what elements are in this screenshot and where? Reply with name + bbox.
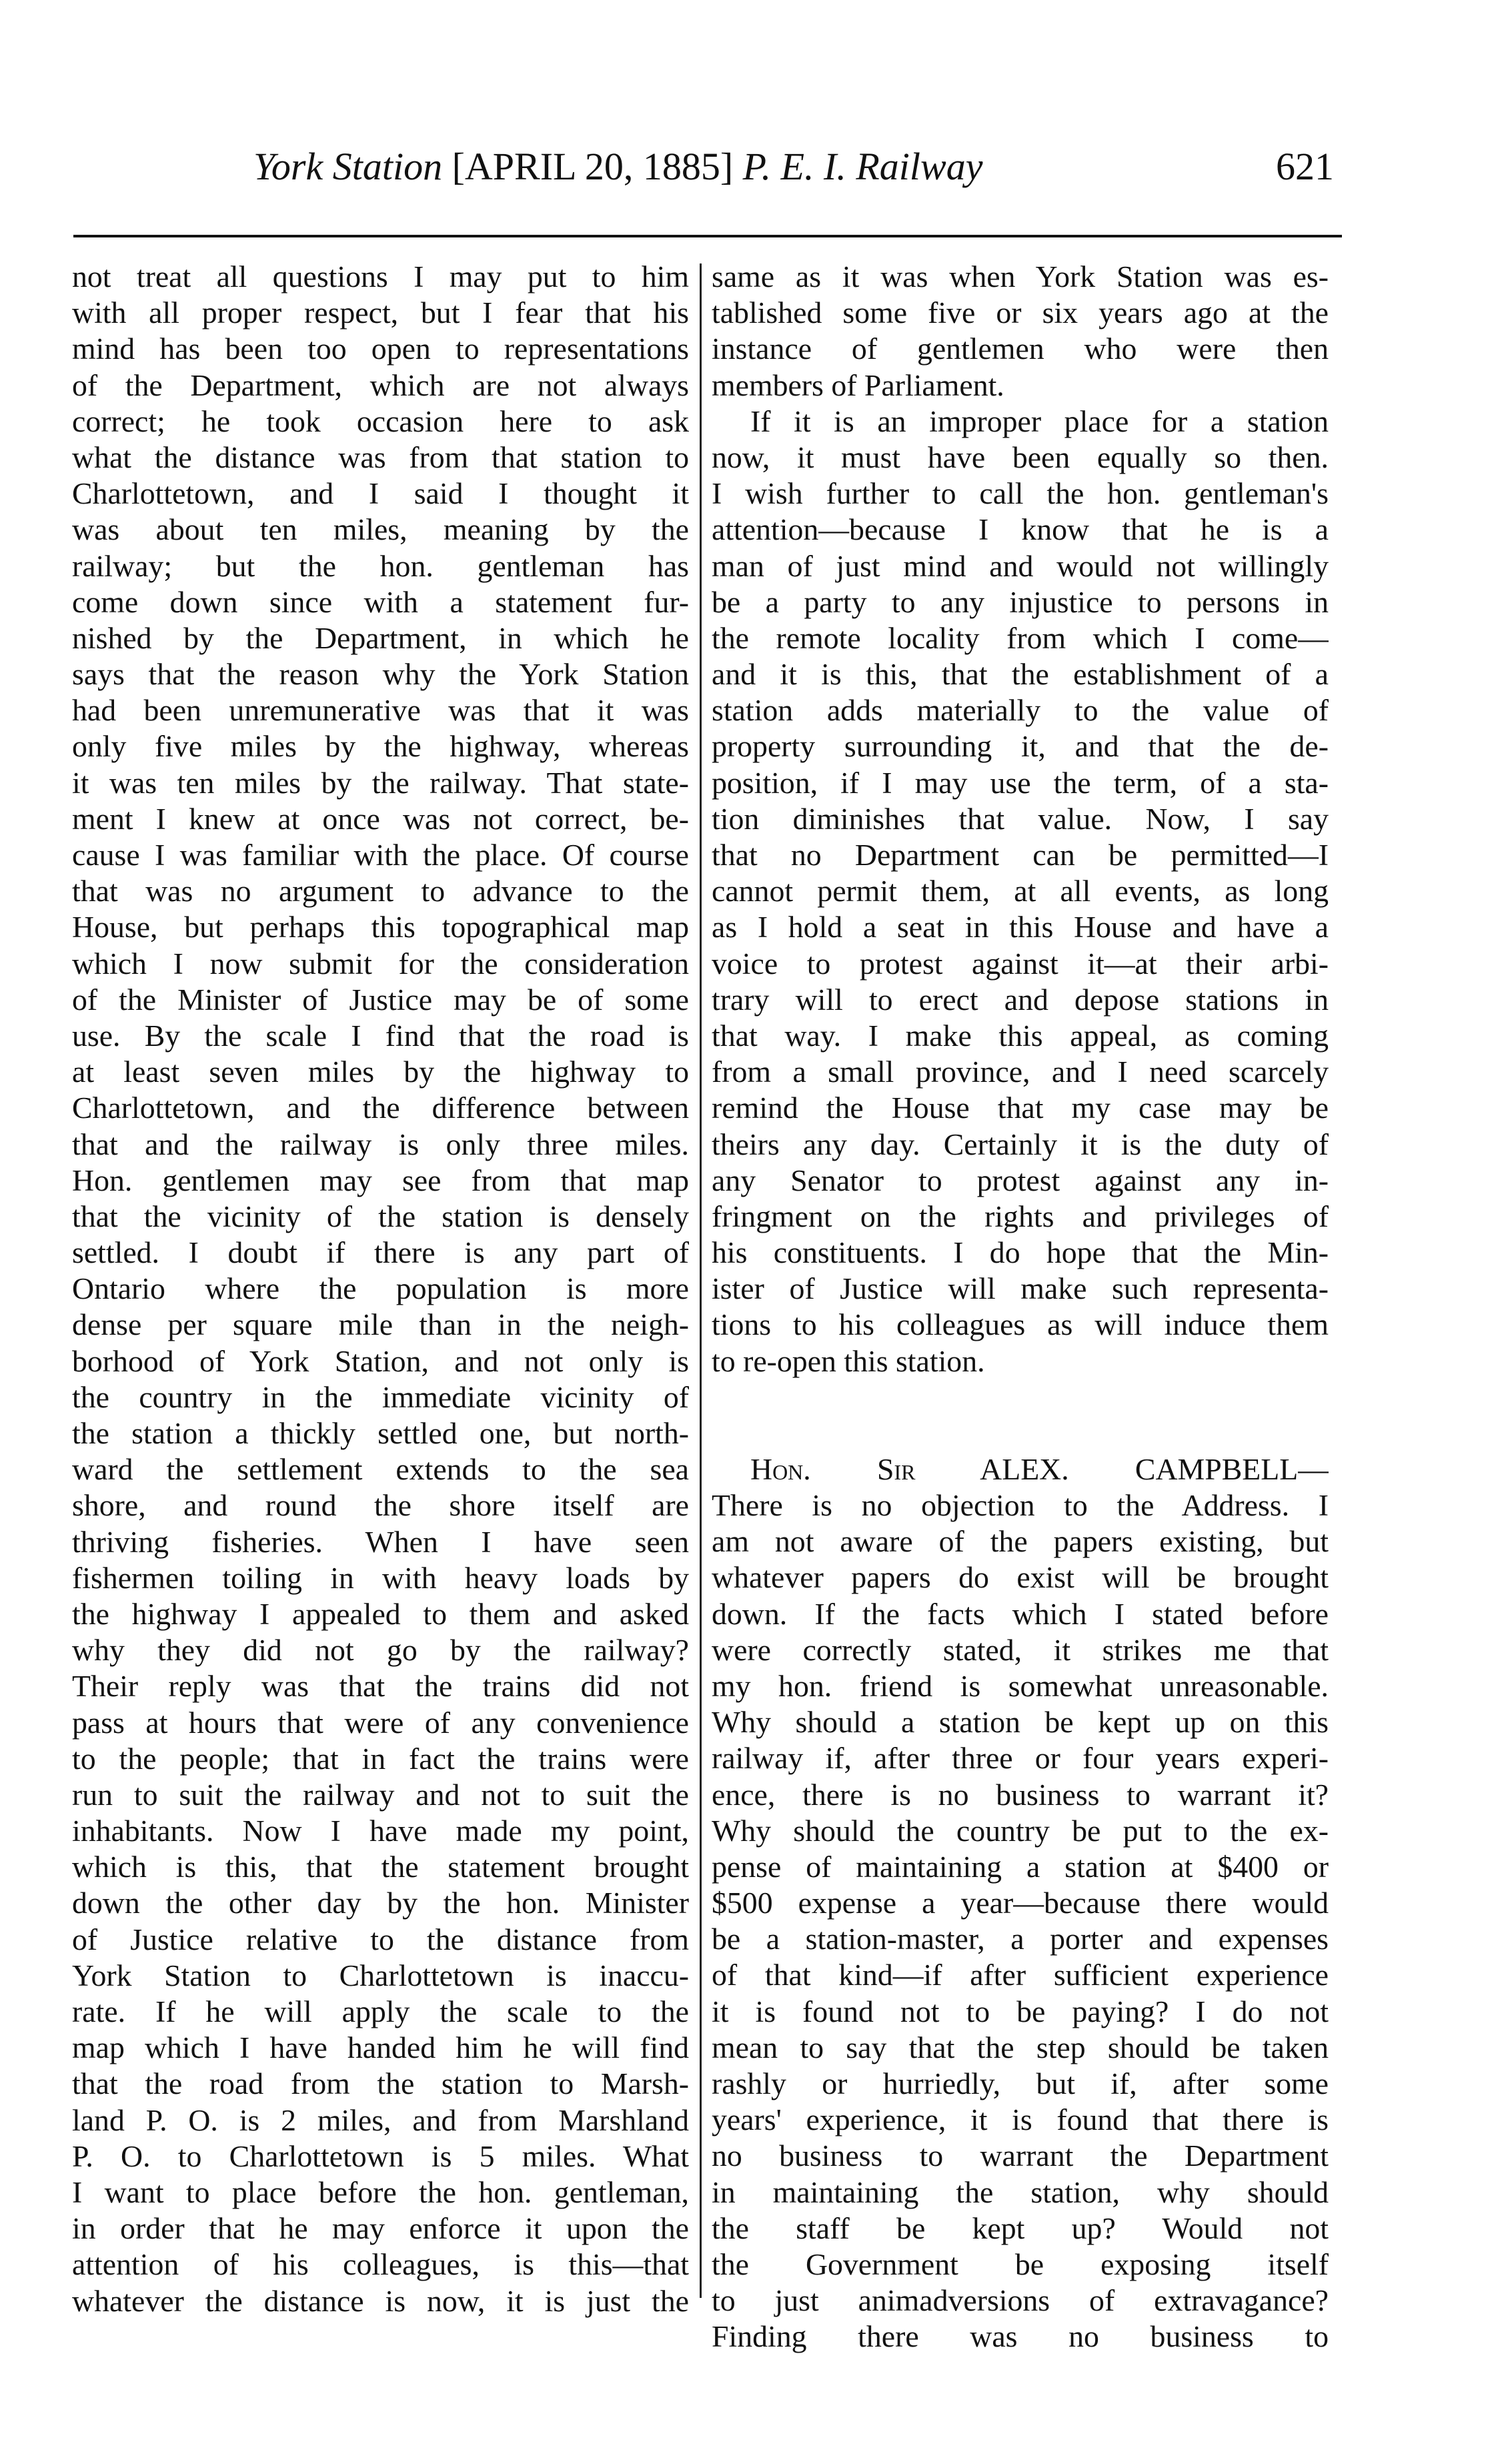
text-line: that the road from the station to Marsh- xyxy=(72,2066,689,2101)
text-line: ence, there is no business to warrant it? xyxy=(712,1777,1329,1812)
text-line: down the other day by the hon. Minister xyxy=(72,1886,689,1920)
text-line: that no Department can be permitted—I xyxy=(712,838,1329,872)
text-line: dense per square mile than in the neigh- xyxy=(72,1307,689,1342)
text-line: Why should a station be kept up on this xyxy=(712,1705,1329,1740)
text-line: theirs any day. Certainly it is the duty of xyxy=(712,1127,1329,1161)
text-line: There is no objection to the Address. I xyxy=(712,1488,1329,1522)
text-line: cannot permit them, at all events, as long xyxy=(712,874,1329,908)
text-line: the remote locality from which I come— xyxy=(712,620,1329,655)
text-line: man of just mind and would not willingly xyxy=(712,548,1329,583)
text-line: Charlottetown, and I said I thought it xyxy=(72,476,689,511)
text-line: with all proper respect, but I fear that his xyxy=(72,295,689,330)
speaker-name: Hon. Sir ALEX. CAMPBELL— xyxy=(750,1451,1329,1486)
text-line: $500 expense a year—because there would xyxy=(712,1886,1329,1920)
text-line: York Station to Charlottetown is inaccu- xyxy=(72,1958,689,1992)
text-line: no business to warrant the Department xyxy=(712,2138,1329,2173)
text-line: to just animadversions of extravagance? xyxy=(712,2283,1329,2318)
text-line: am not aware of the papers existing, but xyxy=(712,1524,1329,1559)
text-line: now, it must have been equally so then. xyxy=(712,440,1329,474)
text-line: it is found not to be paying? I do not xyxy=(712,1994,1329,2028)
text-line: instance of gentlemen who were then xyxy=(712,332,1329,366)
text-line: shore, and round the shore itself are xyxy=(72,1488,689,1523)
text-line: thriving fisheries. When I have seen xyxy=(72,1524,689,1559)
text-line: borhood of York Station, and not only is xyxy=(72,1343,689,1378)
text-line: pense of maintaining a station at $400 or xyxy=(712,1849,1329,1884)
text-line: any Senator to protest against any in- xyxy=(712,1163,1329,1197)
text-line: of that kind—if after sufficient experience xyxy=(712,1958,1329,1992)
text-line: fringment on the rights and privileges of xyxy=(712,1199,1329,1233)
section-gap xyxy=(712,1379,1329,1451)
text-line: of Justice relative to the distance from xyxy=(72,1922,689,1956)
text-line: the Government be exposing itself xyxy=(712,2247,1329,2281)
text-line: If it is an improper place for a station xyxy=(750,404,1329,438)
right-column xyxy=(712,259,1329,2355)
running-title-prefix: York Station xyxy=(253,145,443,188)
text-line: members of Parliament. xyxy=(712,368,1004,402)
text-line: mind has been too open to representations xyxy=(72,332,689,366)
text-line: fishermen toiling in with heavy loads by xyxy=(72,1560,689,1595)
text-line: Why should the country be put to the ex- xyxy=(712,1813,1329,1848)
text-line: nished by the Department, in which he xyxy=(72,620,689,655)
text-line: Hon. gentlemen may see from that map xyxy=(72,1163,689,1197)
speaker-paragraph xyxy=(712,1451,1329,2355)
text-line: to re-open this station. xyxy=(712,1343,985,1378)
text-line: Charlottetown, and the difference between xyxy=(72,1091,689,1125)
text-line: his constituents. I do hope that the Min- xyxy=(712,1235,1329,1270)
text-line: use. By the scale I find that the road is xyxy=(72,1018,689,1053)
text-line: my hon. friend is somewhat unreasonable. xyxy=(712,1668,1329,1703)
left-column-text xyxy=(72,259,689,2319)
text-line: what the distance was from that station to xyxy=(72,440,689,474)
text-line: were correctly stated, it strikes me that xyxy=(712,1632,1329,1667)
text-line: settled. I doubt if there is any part of xyxy=(72,1235,689,1270)
text-line: ister of Justice will make such representa- xyxy=(712,1271,1329,1306)
text-line: pass at hours that were of any convenience xyxy=(72,1705,689,1740)
running-title xyxy=(253,143,982,190)
text-line: House, but perhaps this topographical map xyxy=(72,910,689,945)
text-line: land P. O. is 2 miles, and from Marshland xyxy=(72,2102,689,2137)
text-line: station adds materially to the value of xyxy=(712,693,1329,728)
text-line: the staff be kept up? Would not xyxy=(712,2211,1329,2245)
text-line: that the vicinity of the station is densely xyxy=(72,1199,689,1233)
text-line: tablished some five or six years ago at the xyxy=(712,295,1329,330)
text-line: and it is this, that the establishment of a xyxy=(712,657,1329,692)
text-line: says that the reason why the York Station xyxy=(72,657,689,692)
text-line: attention—because I know that he is a xyxy=(712,512,1329,547)
text-line: position, if I may use the term, of a sta- xyxy=(712,765,1329,800)
text-line: only five miles by the highway, whereas xyxy=(72,729,689,764)
text-line: inhabitants. Now I have made my point, xyxy=(72,1814,689,1848)
text-line: as I hold a seat in this House and have a xyxy=(712,910,1329,945)
text-line: I want to place before the hon. gentleman, xyxy=(72,2175,689,2209)
text-line: the station a thickly settled one, but north- xyxy=(72,1416,689,1450)
text-line: railway if, after three or four years experi- xyxy=(712,1741,1329,1776)
text-line: mean to say that the step should be taken xyxy=(712,2030,1329,2064)
text-line: Finding there was no business to xyxy=(712,2319,1329,2354)
text-line: from a small province, and I need scarcely xyxy=(712,1055,1329,1089)
text-line: that way. I make this appeal, as coming xyxy=(712,1018,1329,1053)
text-line: of the Department, which are not always xyxy=(72,368,689,402)
text-line: be a party to any injustice to persons in xyxy=(712,584,1329,619)
text-line: years' experience, it is found that there is xyxy=(712,2102,1329,2137)
text-line: ment I knew at once was not correct, be- xyxy=(72,801,689,836)
text-line: attention of his colleagues, is this—that xyxy=(72,2247,689,2282)
text-line: property surrounding it, and that the de- xyxy=(712,729,1329,764)
text-line: at least seven miles by the highway to xyxy=(72,1055,689,1089)
text-line: rate. If he will apply the scale to the xyxy=(72,1994,689,2028)
text-line: rashly or hurriedly, but if, after some xyxy=(712,2066,1329,2100)
text-line: that and the railway is only three miles. xyxy=(72,1127,689,1161)
running-title-suffix: P. E. I. Railway xyxy=(742,145,983,188)
text-line: the country in the immediate vicinity of xyxy=(72,1379,689,1414)
text-line: whatever the distance is now, it is just the xyxy=(72,2283,689,2318)
text-line: why they did not go by the railway? xyxy=(72,1633,689,1668)
text-line: in order that he may enforce it upon the xyxy=(72,2211,689,2246)
text-line: correct; he took occasion here to ask xyxy=(72,404,689,438)
header-rule xyxy=(73,235,1342,237)
text-line: same as it was when York Station was es- xyxy=(712,259,1329,293)
text-line: run to suit the railway and not to suit the xyxy=(72,1777,689,1812)
text-line: it was ten miles by the railway. That state- xyxy=(72,765,689,800)
text-line: I wish further to call the hon. gentleman's xyxy=(712,476,1329,511)
text-line: whatever papers do exist will be brought xyxy=(712,1560,1329,1595)
text-line: that was no argument to advance to the xyxy=(72,874,689,908)
text-line: remind the House that my case may be xyxy=(712,1091,1329,1125)
text-line: come down since with a statement fur- xyxy=(72,584,689,619)
text-line: P. O. to Charlottetown is 5 miles. What xyxy=(72,2138,689,2173)
text-line: had been unremunerative was that it was xyxy=(72,693,689,728)
text-line: railway; but the hon. gentleman has xyxy=(72,548,689,583)
text-line: of the Minister of Justice may be of some xyxy=(72,982,689,1017)
text-line: not treat all questions I may put to him xyxy=(72,259,689,293)
text-line: in maintaining the station, why should xyxy=(712,2175,1329,2209)
text-line: trary will to erect and depose stations in xyxy=(712,982,1329,1017)
text-line: was about ten miles, meaning by the xyxy=(72,512,689,547)
left-column xyxy=(72,259,689,2319)
page-header xyxy=(253,143,1334,197)
text-line: Ontario where the population is more xyxy=(72,1271,689,1306)
text-line: Their reply was that the trains did not xyxy=(72,1669,689,1704)
text-line: be a station-master, a porter and expenses xyxy=(712,1922,1329,1956)
text-line: tions to his colleagues as will induce them xyxy=(712,1307,1329,1342)
right-paragraph-2 xyxy=(712,404,1329,1379)
text-line: tion diminishes that value. Now, I say xyxy=(712,801,1329,836)
text-line: cause I was familiar with the place. Of course xyxy=(72,838,689,872)
text-line: map which I have handed him he will find xyxy=(72,2030,689,2065)
text-line: the highway I appealed to them and asked xyxy=(72,1596,689,1631)
text-line: voice to protest against it—at their arbi- xyxy=(712,946,1329,981)
running-title-date: [APRIL 20, 1885] xyxy=(452,145,734,188)
text-line: ward the settlement extends to the sea xyxy=(72,1452,689,1487)
column-divider xyxy=(700,263,702,2298)
page-number: 621 xyxy=(1276,145,1334,188)
text-line: down. If the facts which I stated before xyxy=(712,1596,1329,1631)
right-paragraph-1 xyxy=(712,259,1329,404)
text-line: to the people; that in fact the trains were xyxy=(72,1741,689,1776)
text-line: which I now submit for the consideration xyxy=(72,946,689,981)
text-line: which is this, that the statement brought xyxy=(72,1850,689,1884)
